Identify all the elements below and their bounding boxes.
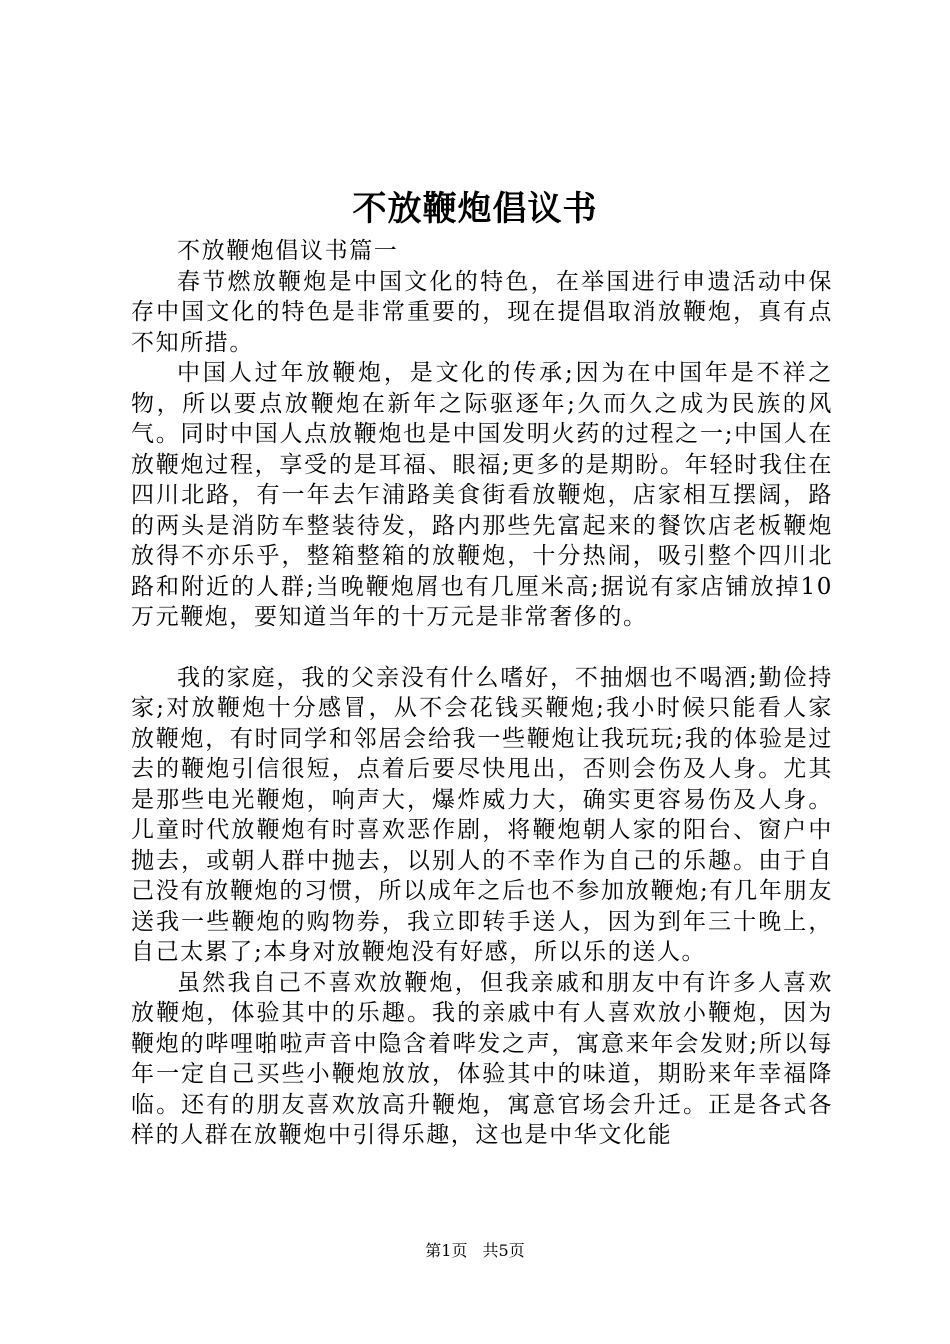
paragraph: 春节燃放鞭炮是中国文化的特色，在举国进行申遗活动中保存中国文化的特色是非常重要的，现在提倡取消放鞭炮，真有点不知所措。 bbox=[131, 268, 833, 356]
page-number: 第1页 bbox=[425, 1241, 468, 1260]
page-footer bbox=[0, 1240, 950, 1262]
section-heading: 不放鞭炮倡议书篇一 bbox=[177, 238, 399, 264]
document-title: 不放鞭炮倡议书 bbox=[352, 189, 598, 229]
paragraph: 虽然我自己不喜欢放鞭炮，但我亲戚和朋友中有许多人喜欢放鞭炮，体验其中的乐趣。我的亲戚中有人喜欢放小鞭炮，因为鞭炮的哔哩啪啦声音中隐含着哔发之声，寓意来年会发财;所以每年一定自己买些小鞭炮放放，体验其中的味道，期盼来年幸福降临。还有的朋友喜欢放高升鞭炮，寓意官场会升迁。正是各式各样的人群在放鞭炮中引得乐趣，这也是中华文化能 bbox=[131, 969, 833, 1148]
document-body bbox=[131, 236, 833, 1151]
paragraph: 我的家庭，我的父亲没有什么嗜好，不抽烟也不喝酒;勤俭持家;对放鞭炮十分感冒，从不会花钱买鞭炮;我小时候只能看人家放鞭炮，有时同学和邻居会给我一些鞭炮让我玩玩;我的体验是过去的鞭炮引信很短，点着后要尽快甩出，否则会伤及人身。尤其是那些电光鞭炮，响声大，爆炸威力大，确实更容易伤及人身。儿童时代放鞭炮有时喜欢恶作剧，将鞭炮朝人家的阳台、窗户中抛去，或朝人群中抛去，以别人的不幸作为自己的乐趣。由于自己没有放鞭炮的习惯，所以成年之后也不参加放鞭炮;有几年朋友送我一些鞭炮的购物券，我立即转手送人，因为到年三十晚上，自己太累了;本身对放鞭炮没有好感，所以乐的送人。 bbox=[131, 664, 833, 965]
page-total: 共5页 bbox=[482, 1241, 525, 1260]
paragraph: 中国人过年放鞭炮，是文化的传承;因为在中国年是不祥之物，所以要点放鞭炮在新年之际驱逐年;久而久之成为民族的风气。同时中国人点放鞭炮也是中国发明火药的过程之一;中国人在放鞭炮过程，享受的是耳福、眼福;更多的是期盼。年轻时我住在四川北路，有一年去乍浦路美食街看放鞭炮，店家相互摆阔，路的两头是消防车整装待发，路内那些先富起来的餐饮店老板鞭炮放得不亦乐乎，整箱整箱的放鞭炮，十分热闹，吸引整个四川北路和附近的人群;当晚鞭炮屑也有几厘米高;据说有家店铺放掉10万元鞭炮，要知道当年的十万元是非常奢侈的。 bbox=[131, 360, 833, 630]
